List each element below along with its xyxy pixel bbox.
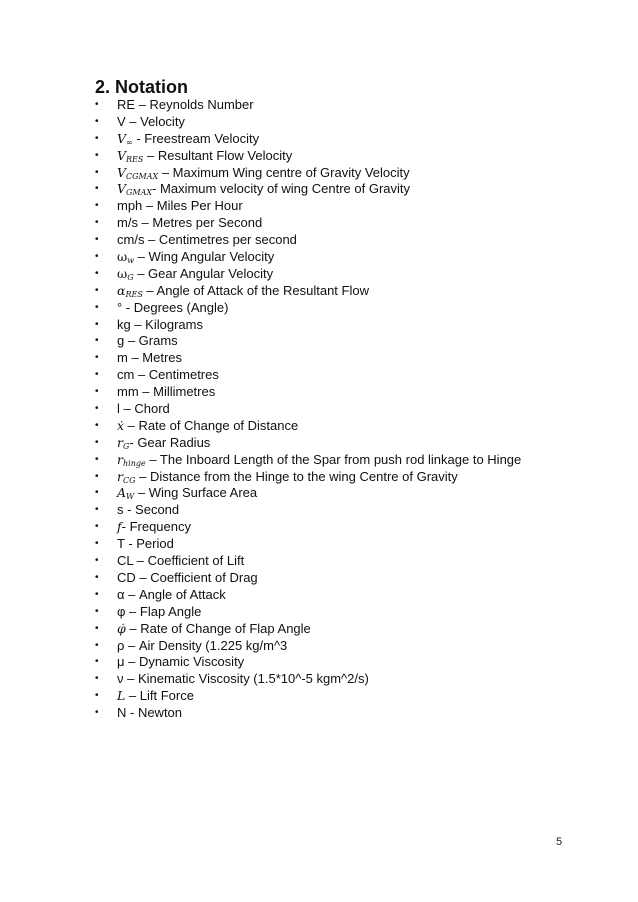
notation-symbol: $\omega_G$ [117,265,134,282]
notation-symbol: $V_{CGMAX}$ [117,164,159,181]
bullet-icon: • [95,403,99,415]
notation-description: - Freestream Velocity [132,130,260,146]
notation-item [95,401,521,418]
notation-item [95,350,521,367]
notation-subscript: ∞ [126,137,133,147]
notation-description: – Rate of Change of Distance [124,417,299,433]
notation-symbol: $V_{RES}$ [117,147,144,164]
notation-subscript: G [122,441,130,451]
bullet-icon: • [95,555,99,567]
notation-item [95,148,521,165]
notation-subscript: GMAX [126,188,153,198]
notation-description: m – Metres [117,350,183,366]
notation-item [95,131,521,148]
notation-item [95,367,521,384]
notation-description: – Wing Angular Velocity [134,249,275,265]
bullet-icon: • [95,521,99,533]
notation-symbol: $V_{GMAX}$ [117,181,153,198]
notation-symbol: f [117,519,122,535]
bullet-icon: • [95,352,99,364]
notation-item [95,654,521,671]
notation-symbol: $r_G$ [117,434,130,451]
bullet-icon: • [95,673,99,685]
bullet-icon: • [95,217,99,229]
notation-item [95,249,521,266]
notation-item [95,621,521,638]
bullet-icon: • [95,166,99,178]
bullet-icon: • [95,453,99,465]
notation-item [95,536,521,553]
notation-subscript: hinge [122,458,146,468]
notation-description: kg – Kilograms [117,316,203,332]
notation-description: ° - Degrees (Angle) [117,299,229,315]
bullet-icon: • [95,301,99,313]
notation-symbol: $A_W$ [117,485,135,502]
notation-item [95,333,521,350]
bullet-icon: • [95,504,99,516]
bullet-icon: • [95,707,99,719]
notation-description: V – Velocity [117,113,185,129]
bullet-icon: • [95,149,99,161]
notation-description: – Wing Surface Area [134,485,258,501]
notation-description: – Resultant Flow Velocity [143,147,293,163]
notation-item [95,114,521,131]
bullet-icon: • [95,115,99,127]
bullet-icon: • [95,470,99,482]
notation-item [95,469,521,486]
notation-item [95,519,521,536]
notation-description: ρ – Air Density (1.225 kg/m^3 [117,637,288,653]
bullet-icon: • [95,132,99,144]
bullet-icon: • [95,656,99,668]
notation-description: l – Chord [117,401,170,417]
notation-symbol: $V_\infty$ [117,130,133,147]
notation-description: – Angle of Attack of the Resultant Flow [142,282,369,298]
notation-description: N - Newton [117,705,183,721]
notation-item [95,384,521,401]
notation-description: – The Inboard Length of the Spar from push rod linkage to Hinge [145,451,522,467]
notation-subscript: RES [126,154,144,164]
notation-description: φ – Flap Angle [117,603,202,619]
notation-symbol: $r_{hinge}$ [117,451,146,468]
notation-item [95,418,521,435]
notation-description: - Gear Radius [129,434,211,450]
notation-item [95,181,521,198]
bullet-icon: • [95,183,99,195]
notation-description: mph – Miles Per Hour [117,198,243,214]
page-number: 5 [556,836,563,848]
notation-subscript: w [127,256,135,266]
bullet-icon: • [95,284,99,296]
notation-symbol: $r_{CG}$ [117,468,136,485]
notation-subscript: CG [122,475,136,485]
notation-description: g – Grams [117,333,178,349]
notation-item [95,232,521,249]
bullet-icon: • [95,99,99,110]
bullet-icon: • [95,369,99,381]
notation-item [95,283,521,300]
bullet-icon: • [95,605,99,617]
notation-description: – Distance from the Hinge to the wing Centre of Gravity [135,468,458,484]
bullet-icon: • [95,251,99,263]
notation-item [95,502,521,519]
notation-item [95,671,521,688]
bullet-icon: • [95,436,99,448]
notation-description: – Maximum Wing centre of Gravity Velocity [158,164,410,180]
bullet-icon: • [95,571,99,583]
notation-subscript: CGMAX [126,171,159,181]
notation-item [95,215,521,232]
notation-item [95,604,521,621]
notation-list [95,97,521,722]
notation-symbol: L [117,688,126,704]
bullet-icon: • [95,538,99,550]
notation-subscript: G [127,272,134,282]
section-title: 2. Notation [95,77,188,97]
notation-item [95,452,521,469]
notation-subscript: RES [125,289,143,299]
notation-item [95,97,521,114]
notation-item [95,587,521,604]
bullet-icon: • [95,690,99,702]
notation-description: - Maximum velocity of wing Centre of Gravity [152,181,410,197]
notation-description: cm – Centimetres [117,367,219,383]
notation-description: CL – Coefficient of Lift [117,553,245,569]
notation-description: μ – Dynamic Viscosity [117,654,245,670]
notation-item [95,553,521,570]
notation-description: ν – Kinematic Viscosity (1.5*10^-5 kgm^2/s) [117,671,369,687]
notation-symbol: $\alpha_{RES}$ [117,282,143,299]
notation-description: RE – Reynolds Number [117,97,254,112]
bullet-icon: • [95,639,99,651]
notation-description: s - Second [117,502,180,518]
bullet-icon: • [95,386,99,398]
bullet-icon: • [95,234,99,246]
notation-description: T - Period [117,536,174,552]
notation-item [95,198,521,215]
notation-item [95,485,521,502]
bullet-icon: • [95,622,99,634]
bullet-icon: • [95,419,99,431]
notation-description: m/s – Metres per Second [117,215,263,231]
notation-description: – Lift Force [125,688,194,704]
notation-item [95,300,521,317]
notation-item [95,317,521,334]
bullet-icon: • [95,267,99,279]
notation-description: cm/s – Centimetres per second [117,232,297,248]
notation-description: – Gear Angular Velocity [133,265,274,281]
notation-item [95,570,521,587]
notation-item [95,266,521,283]
notation-description: - Frequency [121,519,192,535]
notation-description: – Rate of Change of Flap Angle [125,620,311,636]
bullet-icon: • [95,588,99,600]
notation-item [95,688,521,705]
bullet-icon: • [95,200,99,212]
notation-item [95,705,521,722]
notation-symbol: $\omega_w$ [117,249,135,266]
notation-subscript: W [126,492,135,502]
notation-description: CD – Coefficient of Drag [117,569,258,585]
notation-symbol: ẋ [117,417,125,433]
notation-item [95,638,521,655]
bullet-icon: • [95,318,99,330]
notation-item [95,165,521,182]
notation-item [95,435,521,452]
notation-symbol: φ̇ [117,620,126,636]
notation-description: α – Angle of Attack [117,586,226,602]
notation-description: mm – Millimetres [117,384,216,400]
bullet-icon: • [95,335,99,347]
bullet-icon: • [95,487,99,499]
